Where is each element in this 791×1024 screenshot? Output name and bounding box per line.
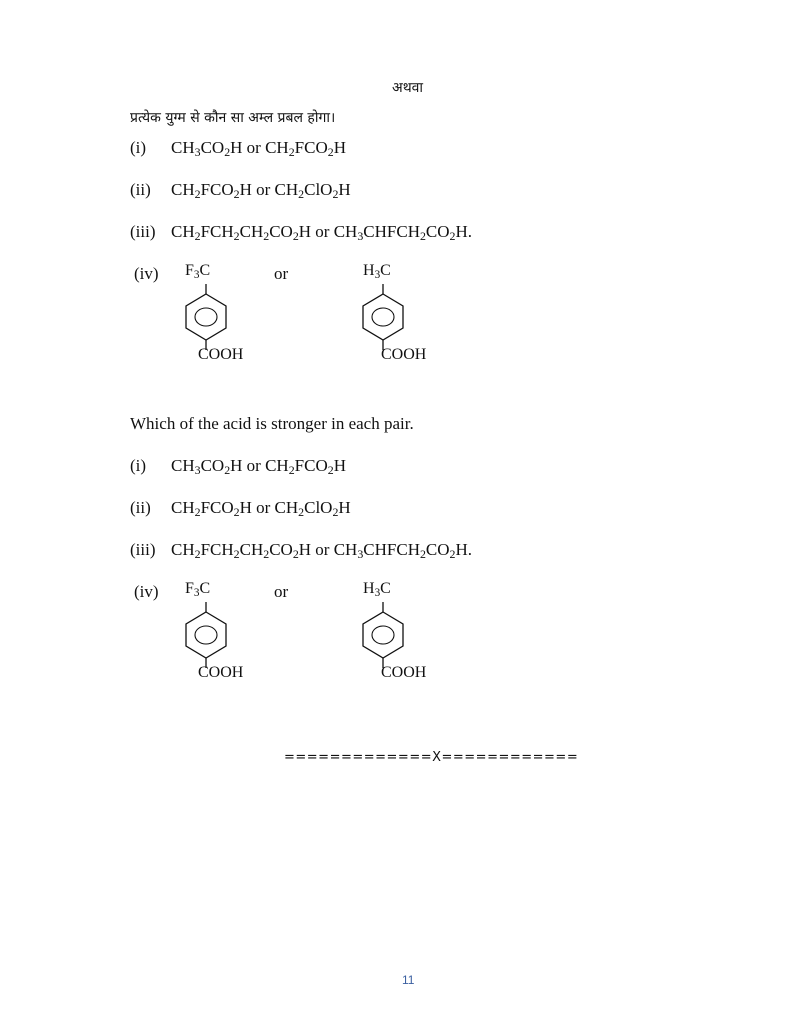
item-number: (iv) xyxy=(134,582,159,601)
substituent-label: $F_3C$ xyxy=(185,262,211,281)
page-number: 11 xyxy=(402,973,415,987)
methyl-benzoic-acid-structure xyxy=(345,580,425,690)
substituent-label: $H_3C$ xyxy=(363,262,391,281)
item-number: (ii) xyxy=(130,180,151,199)
or-heading: अथवा xyxy=(392,80,424,96)
trifluoromethyl-benzoic-acid-structure xyxy=(168,262,248,372)
acid-group-label: COOH xyxy=(381,346,427,363)
item-number: (i) xyxy=(130,138,147,157)
methyl-benzoic-acid-structure xyxy=(345,262,425,372)
hindi-question: प्रत्येक युग्म से कौन सा अम्ल प्रबल होगा। xyxy=(130,110,336,126)
item-formula: $CH_2FCO_2H$ or $CH_2ClO_2H$ xyxy=(171,180,351,201)
acid-group-label: COOH xyxy=(198,346,244,363)
item-formula: $CH_2FCO_2H$ or $CH_2ClO_2H$ xyxy=(171,498,351,519)
item-formula: $CH_3CO_2H$ or $CH_2FCO_2H$ xyxy=(171,138,346,159)
item-number: (iv) xyxy=(134,264,159,283)
item-formula: $CH_3CO_2H$ or $CH_2FCO_2H$ xyxy=(171,456,346,477)
acid-group-label: COOH xyxy=(381,664,427,681)
section-divider: =============X============ xyxy=(284,750,579,765)
trifluoromethyl-benzoic-acid-structure xyxy=(168,580,248,690)
substituent-label: $H_3C$ xyxy=(363,580,391,599)
substituent-label: $F_3C$ xyxy=(185,580,211,599)
item-number: (iii) xyxy=(130,540,156,559)
acid-group-label: COOH xyxy=(198,664,244,681)
english-question: Which of the acid is stronger in each pair. xyxy=(130,414,414,433)
item-number: (ii) xyxy=(130,498,151,517)
item-formula: $CH_2FCH_2CH_2CO_2H$ or $CH_3CHFCH_2CO_2H$. xyxy=(171,540,473,561)
item-number: (iii) xyxy=(130,222,156,241)
or-label: or xyxy=(274,582,289,601)
or-label: or xyxy=(274,264,289,283)
item-formula: $CH_2FCH_2CH_2CO_2H$ or $CH_3CHFCH_2CO_2H$. xyxy=(171,222,473,243)
item-number: (i) xyxy=(130,456,147,475)
